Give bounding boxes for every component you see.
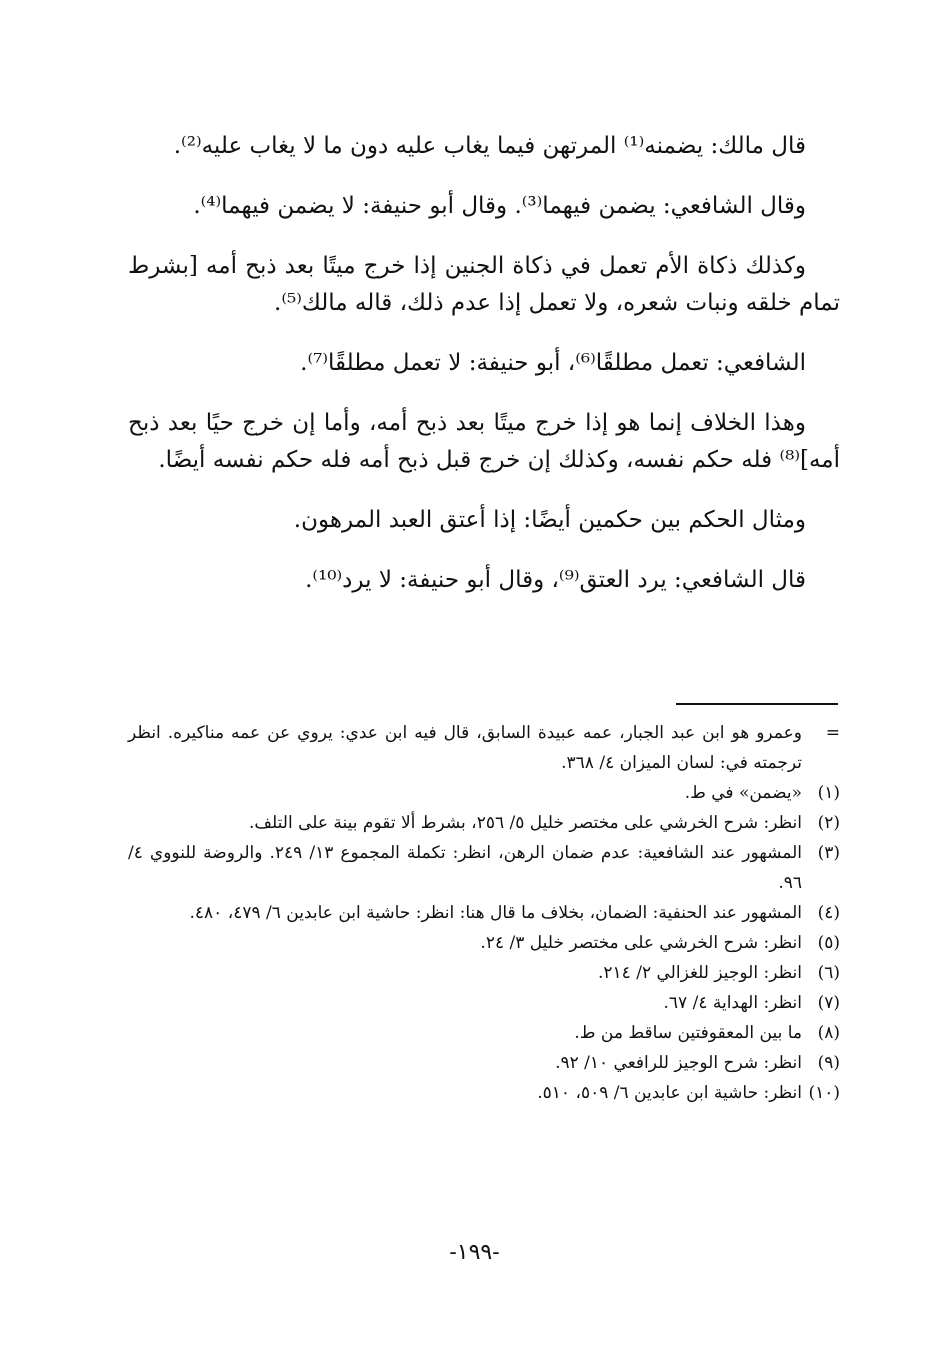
paragraph: قال مالك: يضمنه⁽¹⁾ المرتهن فيما يغاب عليه دون ما لا يغاب عليه⁽²⁾. — [173, 133, 806, 159]
paragraph: قال الشافعي: يرد العتق⁽⁹⁾، وقال أبو حنيفة: لا يرد⁽¹⁰⁾. — [305, 567, 806, 593]
footnote-item — [128, 1078, 840, 1108]
footnote-number: (٧) — [817, 993, 840, 1013]
footnote-text: انظر: شرح الخرشي على مختصر خليل ٥/ ٢٥٦، بشرط ألا تقوم بينة على التلف. — [249, 813, 802, 833]
footnote-text: ما بين المعقوفتين ساقط من ط. — [574, 1023, 802, 1043]
paragraph: وهذا الخلاف إنما هو إذا خرج ميتًا بعد ذبح أمه، وأما إن خرج حيًا بعد ذبح أمه]⁽⁸⁾ فله حكم نفسه، وكذلك إن خرج قبل ذبح أمه فله حكم نفسه أيضًا. — [128, 410, 840, 473]
footnote-item — [128, 808, 840, 838]
footnote-number: (١) — [817, 783, 840, 803]
footnote-number: (٥) — [817, 933, 840, 953]
footnote-number: (١٠) — [808, 1083, 840, 1103]
footnote-item — [128, 988, 840, 1018]
footnote-item — [128, 958, 840, 988]
footnote-separator — [676, 703, 838, 705]
footnote-text: انظر: شرح الخرشي على مختصر خليل ٣/ ٢٤. — [480, 933, 802, 953]
footnote-text: المشهور عند الحنفية: الضمان، بخلاف ما قال هنا: انظر: حاشية ابن عابدين ٦/ ٤٧٩، ٤٨٠. — [189, 903, 802, 923]
footnote-text: انظر: الوجيز للغزالي ٢/ ٢١٤. — [598, 963, 802, 983]
footnotes — [128, 718, 840, 1108]
footnote-text: انظر: حاشية ابن عابدين ٦/ ٥٠٩، ٥١٠. — [537, 1083, 802, 1103]
main-text — [128, 128, 840, 622]
footnote-item — [128, 928, 840, 958]
footnote-item — [128, 1018, 840, 1048]
footnote-number: = — [825, 723, 840, 743]
footnote-number: (٤) — [817, 903, 840, 923]
footnote-item — [128, 1048, 840, 1078]
footnote-text: «يضمن» في ط. — [684, 783, 802, 803]
page-number: -١٩٩- — [449, 1240, 500, 1265]
footnote-number: (٣) — [817, 843, 840, 863]
footnote-item — [128, 778, 840, 808]
footnote-number: (٨) — [817, 1023, 840, 1043]
paragraph: الشافعي: تعمل مطلقًا⁽⁶⁾، أبو حنيفة: لا تعمل مطلقًا⁽⁷⁾. — [300, 350, 806, 376]
footnote-number: (٢) — [817, 813, 840, 833]
footnote-number: (٦) — [817, 963, 840, 983]
footnote-number: (٩) — [817, 1053, 840, 1073]
footnote-text: انظر: الهداية ٤/ ٦٧. — [663, 993, 802, 1013]
paragraph: وقال الشافعي: يضمن فيهما⁽³⁾. وقال أبو حنيفة: لا يضمن فيهما⁽⁴⁾. — [193, 193, 806, 219]
paragraph: ومثال الحكم بين حكمين أيضًا: إذا أعتق العبد المرهون. — [293, 507, 806, 533]
footnote-text: انظر: شرح الوجيز للرافعي ١٠/ ٩٢. — [555, 1053, 802, 1073]
footnote-item — [128, 718, 840, 778]
paragraph: وكذلك ذكاة الأم تعمل في ذكاة الجنين إذا خرج ميتًا بعد ذبح أمه [بشرط تمام خلقه ونبات شعره، ولا تعمل إذا عدم ذلك، قاله مالك⁽⁵⁾. — [128, 253, 840, 316]
footnote-text: المشهور عند الشافعية: عدم ضمان الرهن، انظر: تكملة المجموع ١٣/ ٢٤٩. والروضة للنووي ٤/ ٩٦. — [128, 843, 803, 893]
footnote-item — [128, 898, 840, 928]
footnote-text: وعمرو هو ابن عبد الجبار، عمه عبيدة السابق، قال فيه ابن عدي: يروي عن عمه مناكيره. انظر ترجمته في: لسان الميزان ٤/ ٣٦٨. — [128, 723, 802, 773]
footnote-item — [128, 838, 840, 898]
